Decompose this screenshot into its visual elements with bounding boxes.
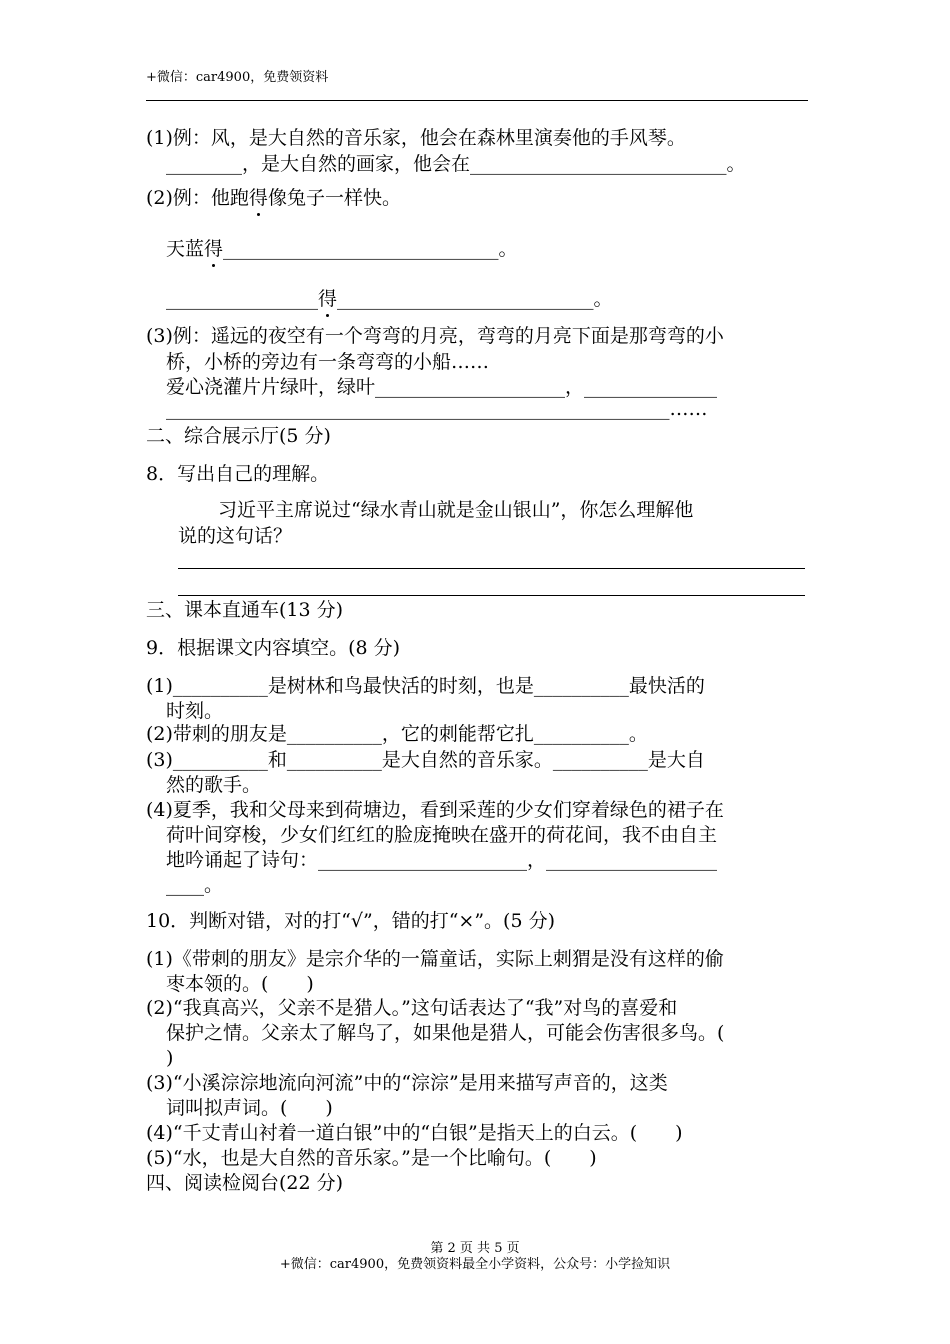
q9-4-line-2: 荷叶间穿梭，少女们红红的脸庞掩映在盛开的荷花间，我不由自主	[166, 824, 718, 846]
q10-3-line-1: (3)“小溪淙淙地流向河流”中的“淙淙”是用来描写声音的，这类	[146, 1072, 668, 1094]
q10-2-line-3: )	[166, 1047, 174, 1069]
q7-3-example-line-2: 桥，小桥的旁边有一条弯弯的小船……	[166, 351, 490, 373]
q7-3-example-line-1: (3)例：遥远的夜空有一个弯弯的月亮，弯弯的月亮下面是那弯弯的小	[146, 325, 724, 347]
emphasis-dot-char: 得	[248, 187, 268, 209]
q7-2-blank-line-1: 天蓝得_____________________________。	[166, 238, 518, 260]
q10-3-line-2: 词叫拟声词。( )	[166, 1097, 333, 1119]
q7-2-blank-line-2: ________________得___________________________。	[166, 288, 613, 310]
q9-4-line-4: ____。	[166, 874, 224, 896]
section-3-heading: 三、课本直通车(13 分)	[146, 599, 344, 621]
q9-4-line-3: 地吟诵起了诗句：______________________，__________________	[166, 849, 718, 871]
q8-prompt-line-2: 说的这句话？	[178, 525, 293, 547]
q9-3-line-2: 然的歌手。	[166, 774, 262, 796]
header-divider	[146, 100, 808, 101]
q9-title: 9．根据课文内容填空。(8 分)	[146, 637, 401, 659]
q7-3-blank-line-2: _____________________________________________________……	[166, 398, 708, 420]
q10-1-line-2: 枣本领的。( )	[166, 973, 314, 995]
q9-2: (2)带刺的朋友是__________，它的刺能帮它扎__________。	[146, 723, 648, 745]
q7-1-example: (1)例：风，是大自然的音乐家，他会在森林里演奏他的手风琴。	[146, 127, 686, 149]
section-2-heading: 二、综合展示厅(5 分)	[146, 425, 331, 447]
q7-1-blank-line: ________，是大自然的画家，他会在___________________________。	[166, 153, 746, 175]
q8-prompt-line-1: 习近平主席说过“绿水青山就是金山银山”，你怎么理解他	[218, 499, 694, 521]
q7-2-example: (2)例：他跑得像兔子一样快。	[146, 187, 401, 209]
q10-title: 10．判断对错，对的打“√”，错的打“×”。(5 分)	[146, 910, 556, 932]
emphasis-dot-char: 得	[204, 238, 224, 260]
page-number: 第 2 页 共 5 页	[430, 1241, 520, 1256]
q10-5: (5)“水，也是大自然的音乐家。”是一个比喻句。( )	[146, 1147, 597, 1169]
q9-4-line-1: (4)夏季，我和父母来到荷塘边，看到采莲的少女们穿着绿色的裙子在	[146, 799, 724, 821]
section-4-heading: 四、阅读检阅台(22 分)	[146, 1172, 344, 1194]
q10-4: (4)“千丈青山衬着一道白银”中的“白银”是指天上的白云。( )	[146, 1122, 683, 1144]
q9-3-line-1: (3)__________和__________是大自然的音乐家。__________是大自	[146, 749, 705, 771]
page-header: +微信：car4900，免费领资料	[146, 70, 329, 85]
q10-2-line-1: (2)“我真高兴，父亲不是猎人。”这句话表达了“我”对鸟的喜爱和	[146, 997, 678, 1019]
footer-note: +微信：car4900，免费领资料最全小学资料，公众号：小学捡知识	[279, 1257, 671, 1272]
q8-answer-line-1	[178, 568, 805, 569]
q8-title: 8．写出自己的理解。	[146, 463, 330, 485]
q9-1-line-2: 时刻。	[166, 700, 224, 722]
q10-2-line-2: 保护之情。父亲太了解鸟了，如果他是猎人，可能会伤害很多鸟。(	[166, 1022, 725, 1044]
q8-answer-line-2	[178, 595, 805, 596]
q7-3-blank-line-1: 爱心浇灌片片绿叶，绿叶____________________，______________	[166, 376, 718, 398]
emphasis-dot-char: 得	[318, 288, 338, 310]
q10-1-line-1: (1)《带刺的朋友》是宗介华的一篇童话，实际上刺猬是没有这样的偷	[146, 948, 724, 970]
q9-1-line-1: (1)__________是树林和鸟最快活的时刻，也是__________最快活的	[146, 675, 705, 697]
